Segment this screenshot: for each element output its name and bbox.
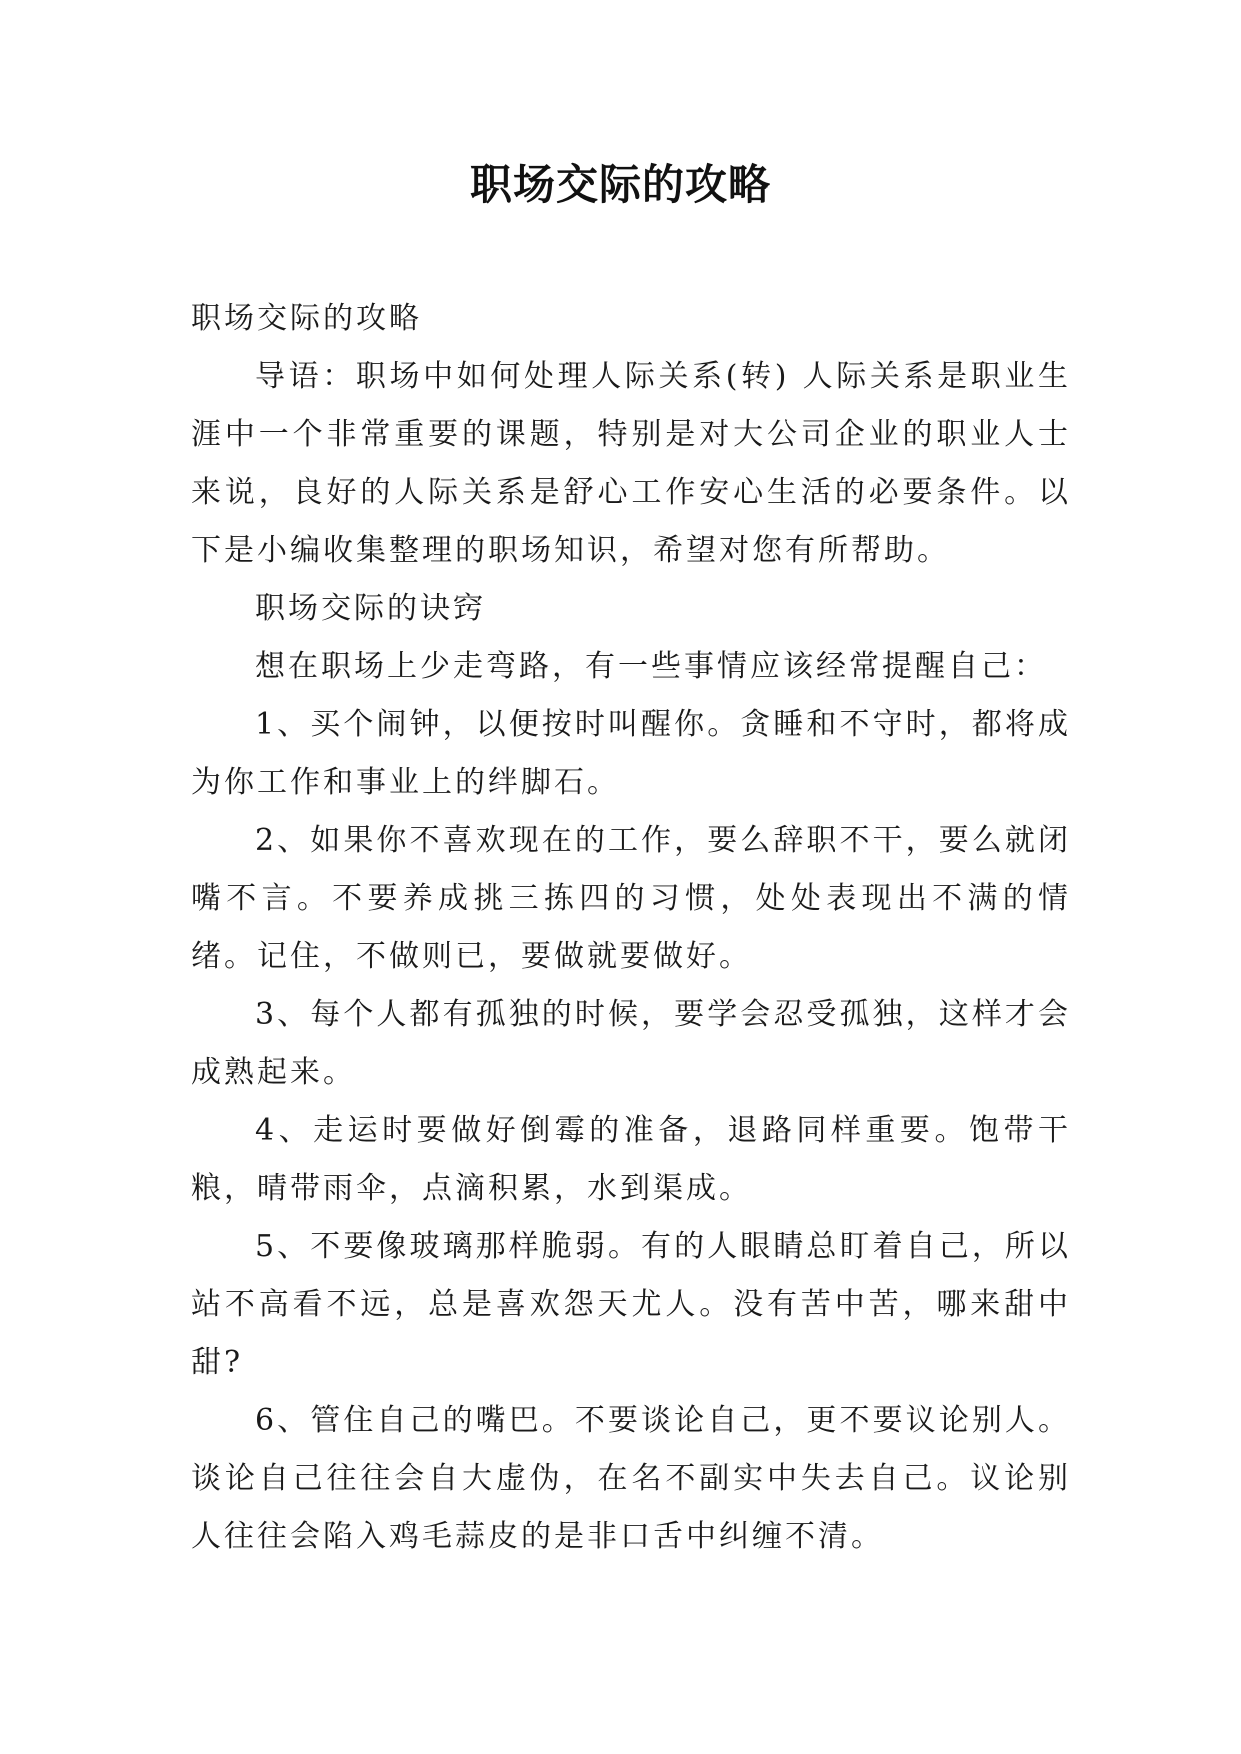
document-subtitle: 职场交际的攻略 xyxy=(191,301,422,336)
list-item: 5、不要像玻璃那样脆弱。有的人眼睛总盯着自己，所以站不高看不远，总是喜欢怨天尤人。没有苦中苦，哪来甜中甜? xyxy=(191,1229,1071,1380)
paragraph-lead: 想在职场上少走弯路，有一些事情应该经常提醒自己： xyxy=(255,649,1047,684)
paragraph-intro: 导语：职场中如何处理人际关系(转) 人际关系是职业生涯中一个非常重要的课题，特别是对大公司企业的职业人士来说，良好的人际关系是舒心工作安心生活的必要条件。以下是小编收集整理的职场知识，希望对您有所帮助。 xyxy=(191,359,1071,568)
list-item: 3、每个人都有孤独的时候，要学会忍受孤独，这样才会成熟起来。 xyxy=(191,997,1071,1090)
section-heading: 职场交际的诀窍 xyxy=(255,591,486,626)
list-item: 1、买个闹钟，以便按时叫醒你。贪睡和不守时，都将成为你工作和事业上的绊脚石。 xyxy=(191,707,1071,800)
list-item: 2、如果你不喜欢现在的工作，要么辞职不干，要么就闭嘴不言。不要养成挑三拣四的习惯，处处表现出不满的情绪。记住，不做则已，要做就要做好。 xyxy=(191,823,1071,974)
list-item: 4、走运时要做好倒霉的准备，退路同样重要。饱带干粮，晴带雨伞，点滴积累，水到渠成。 xyxy=(191,1113,1071,1206)
page-title: 职场交际的攻略 xyxy=(469,160,771,209)
document-body xyxy=(191,290,1071,1566)
list-item: 6、管住自己的嘴巴。不要谈论自己，更不要议论别人。谈论自己往往会自大虚伪，在名不副实中失去自己。议论别人往往会陷入鸡毛蒜皮的是非口舌中纠缠不清。 xyxy=(191,1403,1071,1554)
